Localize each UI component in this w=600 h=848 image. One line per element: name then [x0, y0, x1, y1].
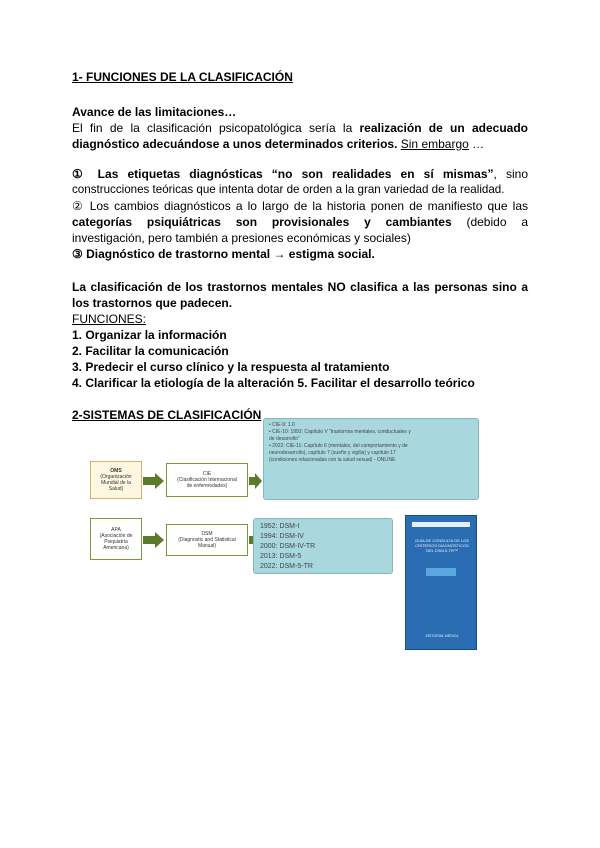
cie-box-line: de enfermedades): [186, 483, 228, 489]
dsm-box: [166, 524, 248, 556]
clasificacion-line-1: La clasificación de los trastornos mentales NO clasifica a las personas sino a: [72, 280, 528, 294]
cie-box: [166, 463, 248, 497]
cie-box-title: CIE: [202, 471, 212, 477]
book-title: GUÍA DE CONSULTA DE LOS CRITERIOS DIAGNÓSTICOS DEL DSM-5-TR™: [414, 538, 470, 553]
dsm-box-title: DSM: [201, 531, 213, 537]
dsm-version-line: 1994: DSM-IV: [260, 533, 304, 540]
cie-version-line: • CIE-10: 1992: Capítulo V “trastornos mentales, conductuales y: [269, 429, 411, 435]
dsm-box-line: (Diagnostic and Statistical: [178, 537, 236, 543]
avance-line-2: [72, 136, 528, 152]
book-highlight-band: [426, 568, 456, 576]
item-2-debido: (debido a: [451, 215, 528, 229]
dsm-versions-panel: [253, 518, 393, 574]
avance-line-2-bold: diagnóstico adecuándose a unos determinados criterios.: [72, 137, 398, 151]
dsm-version-line: 2013: DSM-5: [260, 553, 302, 560]
sin-embargo-text: Sin embargo: [400, 137, 469, 151]
funcion-item: 2. Facilitar la comunicación: [72, 344, 229, 358]
cie-version-line: • 2022: CIE-11: Capítulo 6 (mentales, del comportamiento y de: [269, 443, 408, 449]
funcion-item: 1. Organizar la información: [72, 328, 227, 342]
apa-box: [90, 518, 142, 560]
oms-box-line: Mundial de la: [101, 480, 131, 486]
item-2-line-1: ② Los cambios diagnósticos a lo largo de la historia ponen de manifiesto que las: [72, 199, 528, 213]
oms-box-title: OMS: [110, 468, 122, 474]
oms-box: [90, 461, 142, 499]
funciones-label: FUNCIONES:: [72, 312, 147, 326]
item-2-line-2: [72, 214, 528, 230]
funcion-item: 4. Clarificar la etiología de la alteración 5. Facilitar el desarrollo teórico: [72, 376, 475, 390]
section-1-heading: 1- FUNCIONES DE LA CLASIFICACIÓN: [72, 70, 293, 84]
dsm-version-line: 1952: DSM-I: [260, 523, 300, 530]
item-2-bold: categorías psiquiátricas son provisionales y cambiantes: [72, 215, 452, 229]
oms-box-line: (Organización: [100, 474, 132, 480]
item-1-line-2: construcciones teóricas que intenta dotar de orden a la gran variedad de la realidad.: [72, 183, 505, 196]
dsm-version-line: 2000: DSM-IV-TR: [260, 543, 316, 550]
apa-box-line: Americana): [103, 545, 129, 551]
item-1-sino: , sino: [493, 167, 528, 181]
avance-line-1-text: El fin de la clasificación psicopatológica sería la: [72, 121, 360, 135]
apa-box-line: Psiquiatría: [104, 539, 128, 545]
cie-version-line: • CIE-9: 1.0: [269, 422, 295, 428]
clasificacion-line-2: los trastornos que padecen.: [72, 296, 233, 310]
item-2-line-3: investigación, pero también a presiones económicas y sociales): [72, 231, 411, 245]
cie-version-line: (condiciones relacionadas con la salud sexual) - ONLINE: [269, 457, 396, 463]
item-1-bold: ① Las etiquetas diagnósticas “no son realidades en sí mismas”: [72, 167, 494, 181]
cie-versions-panel: [263, 418, 479, 500]
apa-box-title: APA: [111, 527, 121, 533]
dsm-version-line: 2022: DSM-5-TR: [260, 563, 313, 570]
oms-box-line: Salud): [108, 486, 124, 492]
book-publisher: EDITORIAL MÉDICA: [425, 634, 459, 638]
arrow-oms-cie-icon: [143, 473, 165, 489]
item-3: ③ Diagnóstico de trastorno mental → estigma social.: [72, 247, 375, 261]
dsm-5-tr-book-cover: [405, 515, 477, 650]
cie-box-line: (Clasificación Internacional: [177, 477, 237, 483]
dsm-box-line: Manual): [197, 543, 217, 549]
arrow-cie-versions-icon: [249, 473, 263, 489]
ellipsis: …: [468, 137, 485, 151]
section-2-heading: 2-SISTEMAS DE CLASIFICACIÓN: [72, 408, 262, 422]
avance-title: Avance de las limitaciones…: [72, 105, 237, 119]
arrow-apa-dsm-icon: [143, 532, 165, 548]
item-1-line-1: [72, 166, 528, 182]
funcion-item: 3. Predecir el curso clínico y la respuesta al tratamiento: [72, 360, 390, 374]
cie-version-line: de desarrollo”: [269, 436, 300, 442]
book-top-band: [412, 522, 470, 527]
cie-version-line: neurodesarrollo), capítulo 7 (sueño y vigilia) y capítulo 17: [269, 450, 396, 456]
avance-line-1: [72, 120, 528, 136]
apa-box-line: (Asociación de: [99, 533, 133, 539]
avance-line-1-bold: realización de un adecuado: [359, 121, 528, 135]
